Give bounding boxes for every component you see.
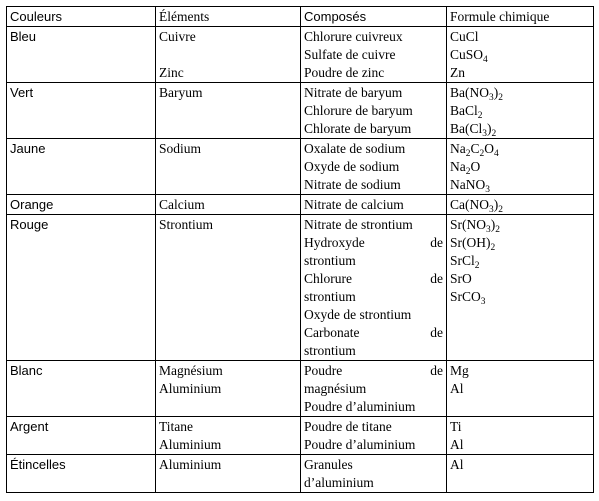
cell-formule [447,139,594,195]
compose-text: Poudre de titane [304,419,392,434]
element-text: Sodium [159,141,202,156]
formula-text: Al [450,437,464,452]
cell-elements [156,139,301,195]
cell-formule [447,455,594,493]
formula-text: Ti [450,419,462,434]
couleur-text: Argent [10,419,49,434]
cell-couleur [7,195,156,215]
cell-composes [301,361,447,417]
table-row [7,417,594,455]
formula-subscript: 3 [486,225,491,235]
element-text: Aluminium [159,381,222,396]
compose-text: Poudre d’aluminium [304,437,416,452]
cell-couleur [7,83,156,139]
formula-subscript: 3 [482,129,487,139]
formula-subscript: 3 [480,297,486,307]
compose-word: Carbonate [304,325,360,340]
element-text: Magnésium [159,363,223,378]
formula-subscript: 2 [490,243,496,253]
compose-word: Poudre [304,363,343,378]
cell-formule [447,417,594,455]
cell-couleur [7,215,156,361]
element-text: Calcium [159,197,205,212]
header-formule: Formule chimique [447,7,594,27]
compose-text: Nitrate de baryum [304,85,403,100]
formula-text: SrCO$_3$ [450,289,486,307]
compose-text: Granules [304,457,353,472]
formula-text: Mg [450,363,469,378]
element-text [159,46,297,64]
cell-formule [447,195,594,215]
cell-composes [301,27,447,83]
compose-text [304,270,443,288]
formula-text: CuCl [450,29,479,44]
compose-text: Poudre de zinc [304,65,385,80]
compose-text: Nitrate de calcium [304,197,404,212]
table-body [7,27,594,493]
formula-subscript: 4 [483,55,488,65]
formula-subscript: 2 [477,111,483,121]
element-text: Titane [159,419,194,434]
formula-subscript: 2 [495,225,500,235]
cell-elements [156,417,301,455]
formula-text: $Sr(NO_3)_2$ [450,217,500,235]
formula-subscript: 3 [485,185,490,195]
compose-text: Oxyde de strontium [304,307,412,322]
compose-word: de [430,271,443,286]
formula-text: SrCl$_2$ [450,253,480,271]
formula-text: Zn [450,65,465,80]
formula-text: $Ca(NO_3)_2$ [450,197,503,215]
cell-elements [156,361,301,417]
cell-elements [156,27,301,83]
couleur-text: Vert [10,85,34,100]
formula-subscript: 2 [479,149,485,159]
compose-text: strontium [304,343,356,358]
cell-formule [447,83,594,139]
formula-text: BaCl$_2$ [450,103,483,121]
cell-formule [447,27,594,83]
compose-text: Poudre d’aluminium [304,399,416,414]
table-row [7,361,594,417]
compose-word: Hydroxyde [304,235,365,250]
element-text: Cuivre [159,29,196,44]
cell-couleur [7,361,156,417]
formula-text: $Sr(OH)_2$ [450,235,496,253]
formula-text: $Ba(Cl_3)_2$ [450,121,497,139]
cell-composes [301,195,447,215]
formula-text: $Na_2C_2O_4$ [450,141,499,159]
cell-composes [301,215,447,361]
formula-subscript: 2 [465,167,471,177]
couleur-text: Bleu [10,29,37,44]
compose-text: Nitrate de strontium [304,217,413,232]
fireworks-color-table [6,6,594,493]
formula-subscript: 2 [498,93,503,103]
cell-composes [301,83,447,139]
table-row [7,27,594,83]
cell-formule [447,361,594,417]
compose-text [304,234,443,252]
table-row [7,83,594,139]
couleur-text: Orange [10,197,54,212]
cell-composes [301,455,447,493]
cell-couleur [7,417,156,455]
cell-elements [156,195,301,215]
cell-composes [301,139,447,195]
header-couleurs: Couleurs [7,7,156,27]
couleur-text: Étincelles [10,457,66,472]
couleur-text: Blanc [10,363,43,378]
compose-word: de [430,363,443,378]
formula-text: Al [450,381,464,396]
table-row [7,215,594,361]
cell-couleur [7,455,156,493]
formula-text: $Na_2O$ [450,159,481,177]
cell-elements [156,215,301,361]
formula-subscript: 4 [493,149,499,159]
compose-text: magnésium [304,381,367,396]
compose-word: de [430,235,443,250]
header-composes: Composés [301,7,447,27]
header-row [7,7,594,27]
compose-word: Chlorure [304,271,352,286]
formula-text: NaNO$_3$ [450,177,490,195]
compose-text: Chlorure cuivreux [304,29,403,44]
compose-text: Nitrate de sodium [304,177,401,192]
table-row [7,195,594,215]
compose-text [304,324,443,342]
compose-text [304,362,443,380]
element-text: Zinc [159,65,184,80]
formula-subscript: 2 [465,149,471,159]
compose-text: Chlorate de baryum [304,121,412,136]
formula-subscript: 2 [498,205,503,215]
formula-text: CuSO$_4$ [450,47,488,65]
cell-formule [447,215,594,361]
element-text: Aluminium [159,437,222,452]
element-text: Aluminium [159,457,222,472]
compose-text: d’aluminium [304,475,374,490]
cell-couleur [7,139,156,195]
compose-text: Chlorure de baryum [304,103,413,118]
compose-text: Sulfate de cuivre [304,47,396,62]
cell-composes [301,417,447,455]
header-elements: Éléments [156,7,301,27]
cell-elements [156,455,301,493]
formula-text: SrO [450,271,472,286]
couleur-text: Rouge [10,217,49,232]
element-text: Strontium [159,217,214,232]
formula-subscript: 2 [491,129,497,139]
compose-text: Oxyde de sodium [304,159,400,174]
formula-text: Al [450,457,464,472]
element-text: Baryum [159,85,203,100]
formula-subscript: 3 [489,205,494,215]
table-row [7,139,594,195]
formula-subscript: 3 [489,93,494,103]
compose-word: de [430,325,443,340]
formula-subscript: 2 [474,261,480,271]
compose-text: strontium [304,253,356,268]
compose-text: strontium [304,289,356,304]
compose-text: Oxalate de sodium [304,141,406,156]
cell-couleur [7,27,156,83]
table-container [6,6,594,493]
couleur-text: Jaune [10,141,46,156]
cell-elements [156,83,301,139]
table-row [7,455,594,493]
formula-text: $Ba(NO_3)_2$ [450,85,503,103]
